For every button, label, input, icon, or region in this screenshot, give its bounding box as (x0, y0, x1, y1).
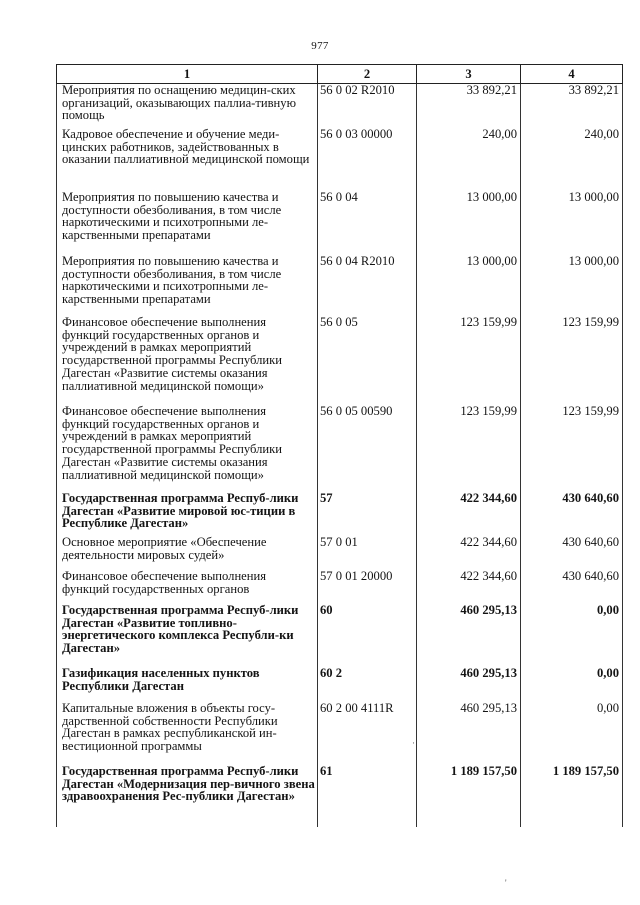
table-row (57, 492, 623, 536)
column-header-3: 3 (417, 65, 521, 84)
table-row (57, 316, 623, 405)
row-name-cell: Финансовое обеспечение выполнения функций государственных органов и учреждений в рамках мероприятий государственной программы Республики Дагестан «Развитие системы оказания паллиативной медицинской помощи» (57, 405, 318, 492)
page-number: 977 (311, 40, 329, 52)
row-name-cell: Основное мероприятие «Обеспечение деятельности мировых судей» (57, 536, 318, 570)
row-code-cell: 56 0 05 (318, 316, 417, 405)
row-value-4-cell: 0,00 (521, 604, 623, 667)
row-value-4-cell: 33 892,21 (521, 84, 623, 129)
row-value-4-cell: 0,00 (521, 702, 623, 765)
table-row (57, 702, 623, 765)
row-value-3-cell: 33 892,21 (417, 84, 521, 129)
row-name-cell: Газификация населенных пунктов Республики Дагестан (57, 667, 318, 702)
row-name-cell: Капитальные вложения в объекты госу-дарственной собственности Республики Дагестан в рамках республиканской ин-вестиционной программы (57, 702, 318, 765)
row-value-3-cell: 422 344,60 (417, 492, 521, 536)
row-code-cell: 60 2 (318, 667, 417, 702)
table-row (57, 536, 623, 570)
column-header-1: 1 (57, 65, 318, 84)
scan-speck: · (412, 738, 415, 748)
row-code-cell: 61 (318, 765, 417, 827)
row-name-cell: Мероприятия по оснащению медицин-ских организаций, оказывающих паллиа-тивную помощь (57, 84, 318, 129)
column-header-4: 4 (521, 65, 623, 84)
header-row (57, 65, 623, 84)
row-code-cell: 56 0 03 00000 (318, 128, 417, 191)
row-value-3-cell: 460 295,13 (417, 604, 521, 667)
row-value-3-cell: 13 000,00 (417, 255, 521, 316)
row-value-3-cell: 460 295,13 (417, 702, 521, 765)
row-code-cell: 57 0 01 20000 (318, 570, 417, 604)
row-code-cell: 56 0 04 (318, 191, 417, 255)
row-value-4-cell: 123 159,99 (521, 405, 623, 492)
row-name-cell: Финансовое обеспечение выполнения функций государственных органов и учреждений в рамках мероприятий государственной программы Республики Дагестан «Развитие системы оказания паллиативной медицинской помощи» (57, 316, 318, 405)
table-row (57, 765, 623, 827)
row-value-3-cell: 13 000,00 (417, 191, 521, 255)
row-value-3-cell: 460 295,13 (417, 667, 521, 702)
row-name-cell: Государственная программа Респуб-лики Дагестан «Модернизация пер-вичного звена здравоохранения Рес-публики Дагестан» (57, 765, 318, 827)
row-code-cell: 56 0 02 R2010 (318, 84, 417, 129)
column-header-2: 2 (318, 65, 417, 84)
row-code-cell: 57 (318, 492, 417, 536)
row-name-cell: Мероприятия по повышению качества и доступности обезболивания, в том числе наркотическими и психотропными ле-карственными препаратами (57, 191, 318, 255)
row-value-4-cell: 430 640,60 (521, 492, 623, 536)
row-code-cell: 60 2 00 4111R (318, 702, 417, 765)
table-row (57, 405, 623, 492)
row-value-3-cell: 240,00 (417, 128, 521, 191)
row-value-3-cell: 123 159,99 (417, 405, 521, 492)
row-value-4-cell: 430 640,60 (521, 570, 623, 604)
table-row (57, 128, 623, 191)
table-row (57, 604, 623, 667)
table-row (57, 84, 623, 129)
table-header (57, 65, 623, 84)
row-name-cell: Государственная программа Респуб-лики Дагестан «Развитие топливно-энергетического комплекса Республи-ки Дагестан» (57, 604, 318, 667)
scan-speck: ' (505, 878, 507, 888)
row-name-cell: Кадровое обеспечение и обучение меди-цинских работников, задействованных в оказании паллиативной медицинской помощи (57, 128, 318, 191)
row-value-3-cell: 422 344,60 (417, 570, 521, 604)
row-value-3-cell: 422 344,60 (417, 536, 521, 570)
row-value-3-cell: 123 159,99 (417, 316, 521, 405)
row-value-4-cell: 13 000,00 (521, 191, 623, 255)
row-code-cell: 60 (318, 604, 417, 667)
row-name-cell: Мероприятия по повышению качества и доступности обезболивания, в том числе наркотическими и психотропными ле-карственными препаратами (57, 255, 318, 316)
table-row (57, 667, 623, 702)
table-row (57, 570, 623, 604)
row-code-cell: 57 0 01 (318, 536, 417, 570)
row-name-cell: Государственная программа Респуб-лики Дагестан «Развитие мировой юс-тиции в Республике Дагестан» (57, 492, 318, 536)
table-row (57, 191, 623, 255)
table-row (57, 255, 623, 316)
budget-table (56, 64, 623, 827)
row-value-3-cell: 1 189 157,50 (417, 765, 521, 827)
row-name-cell: Финансовое обеспечение выполнения функций государственных органов (57, 570, 318, 604)
row-code-cell: 56 0 04 R2010 (318, 255, 417, 316)
row-value-4-cell: 1 189 157,50 (521, 765, 623, 827)
row-value-4-cell: 13 000,00 (521, 255, 623, 316)
row-value-4-cell: 430 640,60 (521, 536, 623, 570)
row-value-4-cell: 123 159,99 (521, 316, 623, 405)
row-code-cell: 56 0 05 00590 (318, 405, 417, 492)
row-value-4-cell: 0,00 (521, 667, 623, 702)
row-value-4-cell: 240,00 (521, 128, 623, 191)
table-body (57, 84, 623, 828)
